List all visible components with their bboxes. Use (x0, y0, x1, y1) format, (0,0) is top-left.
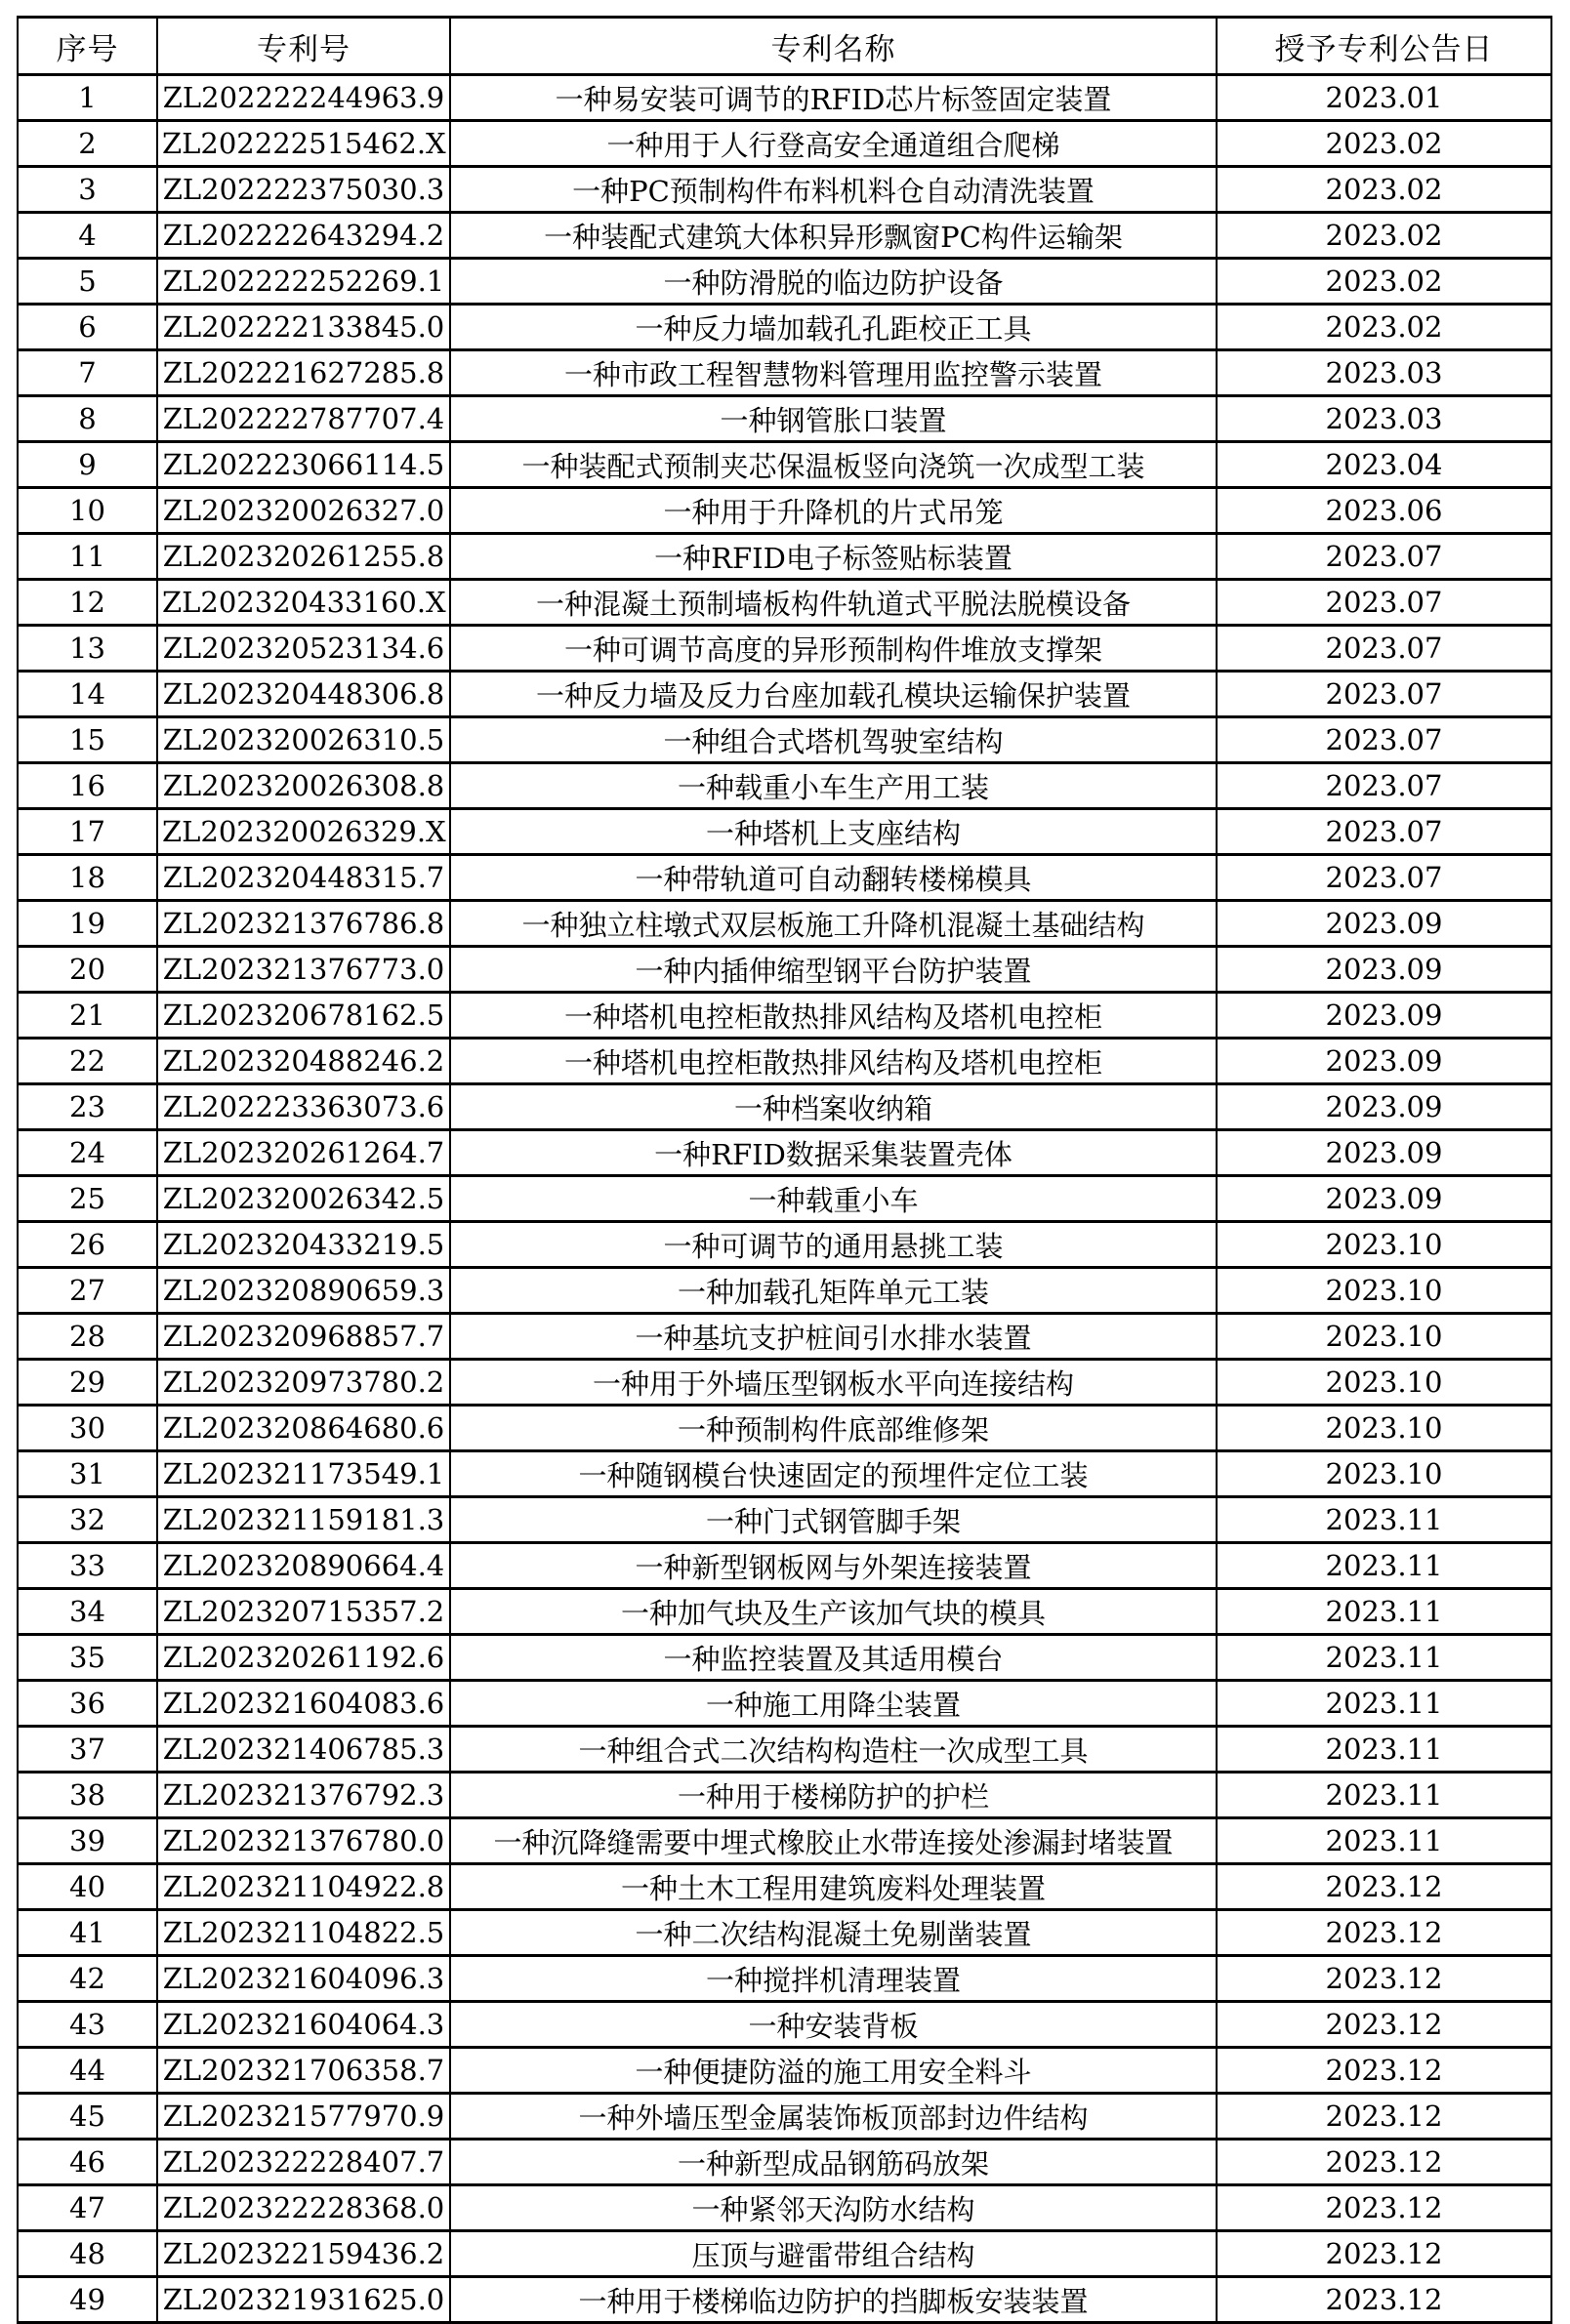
cell-grant-date: 2023.09 (1217, 901, 1551, 947)
table-row (18, 121, 1551, 167)
cell-serial-number: 4 (18, 213, 157, 259)
cell-patent-name: 一种二次结构混凝土免剔凿装置 (450, 1910, 1217, 1956)
table-row (18, 1360, 1551, 1406)
cell-patent-number: ZL202321604083.6 (157, 1681, 450, 1727)
cell-patent-number: ZL202322228407.7 (157, 2140, 450, 2185)
cell-grant-date: 2023.12 (1217, 2048, 1551, 2094)
cell-grant-date: 2023.11 (1217, 1497, 1551, 1543)
table-row (18, 809, 1551, 855)
cell-serial-number: 46 (18, 2140, 157, 2185)
table-row (18, 1497, 1551, 1543)
cell-serial-number: 38 (18, 1773, 157, 1818)
cell-serial-number: 48 (18, 2231, 157, 2277)
cell-patent-number: ZL202222244963.9 (157, 75, 450, 121)
table-row (18, 1681, 1551, 1727)
cell-patent-name: 一种可调节高度的异形预制构件堆放支撑架 (450, 626, 1217, 672)
cell-patent-name: 一种组合式塔机驾驶室结构 (450, 717, 1217, 763)
cell-grant-date: 2023.12 (1217, 1910, 1551, 1956)
cell-patent-number: ZL202222252269.1 (157, 259, 450, 305)
table-row (18, 1589, 1551, 1635)
table-row (18, 2094, 1551, 2140)
table-row (18, 1818, 1551, 1864)
cell-patent-number: ZL202320864680.6 (157, 1406, 450, 1451)
cell-grant-date: 2023.12 (1217, 2185, 1551, 2231)
cell-patent-number: ZL202222643294.2 (157, 213, 450, 259)
cell-patent-number: ZL202223363073.6 (157, 1084, 450, 1130)
cell-grant-date: 2023.02 (1217, 259, 1551, 305)
cell-patent-number: ZL202321376780.0 (157, 1818, 450, 1864)
cell-serial-number: 17 (18, 809, 157, 855)
cell-serial-number: 7 (18, 350, 157, 396)
cell-grant-date: 2023.10 (1217, 1314, 1551, 1360)
cell-patent-number: ZL202321604096.3 (157, 1956, 450, 2002)
table-row (18, 1727, 1551, 1773)
cell-serial-number: 30 (18, 1406, 157, 1451)
table-row (18, 1084, 1551, 1130)
cell-patent-number: ZL202320026327.0 (157, 488, 450, 534)
cell-serial-number: 13 (18, 626, 157, 672)
table-row (18, 1451, 1551, 1497)
table-header (18, 18, 1551, 75)
cell-grant-date: 2023.09 (1217, 1176, 1551, 1222)
cell-grant-date: 2023.12 (1217, 1864, 1551, 1910)
cell-grant-date: 2023.07 (1217, 626, 1551, 672)
cell-patent-number: ZL202322228368.0 (157, 2185, 450, 2231)
cell-patent-name: 一种便捷防溢的施工用安全料斗 (450, 2048, 1217, 2094)
cell-patent-number: ZL202320715357.2 (157, 1589, 450, 1635)
cell-serial-number: 47 (18, 2185, 157, 2231)
cell-patent-number: ZL202320890659.3 (157, 1268, 450, 1314)
cell-serial-number: 28 (18, 1314, 157, 1360)
table-row (18, 626, 1551, 672)
cell-serial-number: 20 (18, 947, 157, 993)
cell-patent-number: ZL202320488246.2 (157, 1039, 450, 1084)
cell-serial-number: 19 (18, 901, 157, 947)
patent-table (17, 16, 1552, 2324)
cell-serial-number: 8 (18, 396, 157, 442)
cell-serial-number: 25 (18, 1176, 157, 1222)
cell-grant-date: 2023.09 (1217, 993, 1551, 1039)
cell-patent-name: 一种外墙压型金属装饰板顶部封边件结构 (450, 2094, 1217, 2140)
cell-grant-date: 2023.02 (1217, 121, 1551, 167)
cell-patent-number: ZL202320890664.4 (157, 1543, 450, 1589)
table-row (18, 717, 1551, 763)
table-row (18, 213, 1551, 259)
cell-patent-name: 一种塔机上支座结构 (450, 809, 1217, 855)
cell-grant-date: 2023.11 (1217, 1773, 1551, 1818)
cell-patent-name: 一种载重小车 (450, 1176, 1217, 1222)
cell-patent-number: ZL202320678162.5 (157, 993, 450, 1039)
cell-grant-date: 2023.02 (1217, 305, 1551, 350)
cell-patent-number: ZL202321376786.8 (157, 901, 450, 947)
cell-patent-name: 一种用于人行登高安全通道组合爬梯 (450, 121, 1217, 167)
table-row (18, 1039, 1551, 1084)
cell-serial-number: 3 (18, 167, 157, 213)
table-row (18, 75, 1551, 121)
table-row (18, 1130, 1551, 1176)
header-patent-name: 专利名称 (450, 18, 1217, 75)
cell-serial-number: 49 (18, 2277, 157, 2323)
cell-grant-date: 2023.07 (1217, 809, 1551, 855)
table-row (18, 1773, 1551, 1818)
cell-patent-number: ZL202321406785.3 (157, 1727, 450, 1773)
cell-patent-name: 一种预制构件底部维修架 (450, 1406, 1217, 1451)
cell-patent-number: ZL202320973780.2 (157, 1360, 450, 1406)
table-row (18, 350, 1551, 396)
cell-patent-number: ZL202320026342.5 (157, 1176, 450, 1222)
cell-serial-number: 43 (18, 2002, 157, 2048)
cell-serial-number: 18 (18, 855, 157, 901)
table-row (18, 1406, 1551, 1451)
table-row (18, 1176, 1551, 1222)
cell-patent-number: ZL202222515462.X (157, 121, 450, 167)
table-row (18, 2048, 1551, 2094)
cell-patent-name: 一种市政工程智慧物料管理用监控警示装置 (450, 350, 1217, 396)
cell-patent-name: 一种用于外墙压型钢板水平向连接结构 (450, 1360, 1217, 1406)
cell-patent-number: ZL202222787707.4 (157, 396, 450, 442)
table-row (18, 1635, 1551, 1681)
cell-serial-number: 39 (18, 1818, 157, 1864)
cell-serial-number: 40 (18, 1864, 157, 1910)
cell-patent-number: ZL202320026308.8 (157, 763, 450, 809)
cell-patent-name: 一种新型钢板网与外架连接装置 (450, 1543, 1217, 1589)
cell-grant-date: 2023.11 (1217, 1681, 1551, 1727)
cell-serial-number: 27 (18, 1268, 157, 1314)
cell-serial-number: 14 (18, 672, 157, 717)
cell-grant-date: 2023.10 (1217, 1268, 1551, 1314)
cell-grant-date: 2023.07 (1217, 580, 1551, 626)
table-row (18, 763, 1551, 809)
table-row (18, 901, 1551, 947)
cell-patent-number: ZL202320448315.7 (157, 855, 450, 901)
cell-patent-name: 一种用于楼梯临边防护的挡脚板安装装置 (450, 2277, 1217, 2323)
cell-serial-number: 37 (18, 1727, 157, 1773)
table-row (18, 1956, 1551, 2002)
table-row (18, 534, 1551, 580)
cell-grant-date: 2023.07 (1217, 672, 1551, 717)
cell-patent-name: 压顶与避雷带组合结构 (450, 2231, 1217, 2277)
cell-patent-number: ZL202320261255.8 (157, 534, 450, 580)
cell-grant-date: 2023.12 (1217, 2140, 1551, 2185)
cell-serial-number: 5 (18, 259, 157, 305)
cell-serial-number: 34 (18, 1589, 157, 1635)
cell-serial-number: 16 (18, 763, 157, 809)
header-serial-number: 序号 (18, 18, 157, 75)
cell-grant-date: 2023.12 (1217, 2094, 1551, 2140)
cell-patent-number: ZL202321159181.3 (157, 1497, 450, 1543)
cell-grant-date: 2023.11 (1217, 1818, 1551, 1864)
cell-patent-number: ZL202321931625.0 (157, 2277, 450, 2323)
table-row (18, 167, 1551, 213)
table-row (18, 488, 1551, 534)
table-row (18, 2140, 1551, 2185)
cell-patent-name: 一种门式钢管脚手架 (450, 1497, 1217, 1543)
header-row (18, 18, 1551, 75)
cell-patent-name: 一种钢管胀口装置 (450, 396, 1217, 442)
cell-grant-date: 2023.10 (1217, 1222, 1551, 1268)
cell-grant-date: 2023.11 (1217, 1543, 1551, 1589)
cell-patent-name: 一种用于升降机的片式吊笼 (450, 488, 1217, 534)
cell-patent-name: 一种加气块及生产该加气块的模具 (450, 1589, 1217, 1635)
cell-grant-date: 2023.12 (1217, 2277, 1551, 2323)
cell-grant-date: 2023.09 (1217, 1039, 1551, 1084)
cell-serial-number: 10 (18, 488, 157, 534)
cell-patent-number: ZL202221627285.8 (157, 350, 450, 396)
cell-serial-number: 11 (18, 534, 157, 580)
table-row (18, 947, 1551, 993)
cell-patent-name: 一种加载孔矩阵单元工装 (450, 1268, 1217, 1314)
cell-patent-number: ZL202321173549.1 (157, 1451, 450, 1497)
cell-serial-number: 22 (18, 1039, 157, 1084)
cell-grant-date: 2023.11 (1217, 1589, 1551, 1635)
cell-patent-name: 一种档案收纳箱 (450, 1084, 1217, 1130)
cell-patent-name: 一种载重小车生产用工装 (450, 763, 1217, 809)
cell-patent-number: ZL202320026329.X (157, 809, 450, 855)
cell-serial-number: 12 (18, 580, 157, 626)
cell-serial-number: 31 (18, 1451, 157, 1497)
cell-patent-number: ZL202321376792.3 (157, 1773, 450, 1818)
table-row (18, 672, 1551, 717)
cell-patent-number: ZL202321577970.9 (157, 2094, 450, 2140)
table-row (18, 2185, 1551, 2231)
cell-serial-number: 9 (18, 442, 157, 488)
cell-serial-number: 29 (18, 1360, 157, 1406)
cell-serial-number: 24 (18, 1130, 157, 1176)
cell-patent-number: ZL202320448306.8 (157, 672, 450, 717)
header-grant-date: 授予专利公告日 (1217, 18, 1551, 75)
cell-patent-name: 一种安装背板 (450, 2002, 1217, 2048)
cell-grant-date: 2023.03 (1217, 350, 1551, 396)
table-row (18, 1543, 1551, 1589)
cell-patent-number: ZL202320026310.5 (157, 717, 450, 763)
cell-patent-name: 一种反力墙及反力台座加载孔模块运输保护装置 (450, 672, 1217, 717)
cell-patent-number: ZL202320261264.7 (157, 1130, 450, 1176)
cell-patent-number: ZL202320523134.6 (157, 626, 450, 672)
table-row (18, 993, 1551, 1039)
cell-patent-number: ZL202320968857.7 (157, 1314, 450, 1360)
table-row (18, 1268, 1551, 1314)
cell-grant-date: 2023.04 (1217, 442, 1551, 488)
cell-patent-name: 一种RFID数据采集装置壳体 (450, 1130, 1217, 1176)
table-row (18, 305, 1551, 350)
cell-patent-name: 一种PC预制构件布料机料仓自动清洗装置 (450, 167, 1217, 213)
cell-patent-number: ZL202321604064.3 (157, 2002, 450, 2048)
cell-patent-name: 一种用于楼梯防护的护栏 (450, 1773, 1217, 1818)
cell-patent-number: ZL202320433219.5 (157, 1222, 450, 1268)
table-row (18, 1314, 1551, 1360)
cell-patent-number: ZL202322159436.2 (157, 2231, 450, 2277)
cell-grant-date: 2023.09 (1217, 1130, 1551, 1176)
cell-patent-number: ZL202320261192.6 (157, 1635, 450, 1681)
cell-grant-date: 2023.07 (1217, 534, 1551, 580)
cell-serial-number: 21 (18, 993, 157, 1039)
cell-grant-date: 2023.03 (1217, 396, 1551, 442)
cell-serial-number: 32 (18, 1497, 157, 1543)
cell-grant-date: 2023.12 (1217, 2231, 1551, 2277)
cell-grant-date: 2023.09 (1217, 947, 1551, 993)
cell-patent-number: ZL202321104922.8 (157, 1864, 450, 1910)
cell-grant-date: 2023.07 (1217, 763, 1551, 809)
cell-patent-number: ZL202321104822.5 (157, 1910, 450, 1956)
cell-grant-date: 2023.11 (1217, 1635, 1551, 1681)
cell-serial-number: 26 (18, 1222, 157, 1268)
cell-serial-number: 15 (18, 717, 157, 763)
table-row (18, 855, 1551, 901)
cell-patent-number: ZL202321706358.7 (157, 2048, 450, 2094)
cell-serial-number: 23 (18, 1084, 157, 1130)
cell-patent-number: ZL202222375030.3 (157, 167, 450, 213)
cell-serial-number: 1 (18, 75, 157, 121)
header-patent-number: 专利号 (157, 18, 450, 75)
table-row (18, 396, 1551, 442)
cell-patent-number: ZL202222133845.0 (157, 305, 450, 350)
table-row (18, 2277, 1551, 2323)
cell-patent-name: 一种施工用降尘装置 (450, 1681, 1217, 1727)
cell-patent-name: 一种沉降缝需要中埋式橡胶止水带连接处渗漏封堵装置 (450, 1818, 1217, 1864)
table-body (18, 75, 1551, 2323)
cell-patent-name: 一种基坑支护桩间引水排水装置 (450, 1314, 1217, 1360)
cell-serial-number: 2 (18, 121, 157, 167)
cell-patent-number: ZL202223066114.5 (157, 442, 450, 488)
cell-patent-name: 一种装配式建筑大体积异形飘窗PC构件运输架 (450, 213, 1217, 259)
cell-patent-name: 一种新型成品钢筋码放架 (450, 2140, 1217, 2185)
cell-grant-date: 2023.09 (1217, 1084, 1551, 1130)
cell-patent-name: 一种混凝土预制墙板构件轨道式平脱法脱模设备 (450, 580, 1217, 626)
cell-patent-name: 一种带轨道可自动翻转楼梯模具 (450, 855, 1217, 901)
table-row (18, 442, 1551, 488)
table-row (18, 1910, 1551, 1956)
cell-serial-number: 41 (18, 1910, 157, 1956)
cell-grant-date: 2023.10 (1217, 1451, 1551, 1497)
cell-grant-date: 2023.10 (1217, 1406, 1551, 1451)
cell-patent-name: 一种组合式二次结构构造柱一次成型工具 (450, 1727, 1217, 1773)
cell-grant-date: 2023.12 (1217, 2002, 1551, 2048)
cell-grant-date: 2023.06 (1217, 488, 1551, 534)
cell-patent-name: 一种监控装置及其适用模台 (450, 1635, 1217, 1681)
cell-patent-name: 一种搅拌机清理装置 (450, 1956, 1217, 2002)
cell-patent-name: 一种防滑脱的临边防护设备 (450, 259, 1217, 305)
cell-patent-name: 一种反力墙加载孔孔距校正工具 (450, 305, 1217, 350)
cell-patent-name: 一种RFID电子标签贴标装置 (450, 534, 1217, 580)
table-row (18, 1222, 1551, 1268)
cell-serial-number: 42 (18, 1956, 157, 2002)
cell-patent-number: ZL202321376773.0 (157, 947, 450, 993)
cell-patent-name: 一种紧邻天沟防水结构 (450, 2185, 1217, 2231)
cell-serial-number: 33 (18, 1543, 157, 1589)
table-row (18, 580, 1551, 626)
table-row (18, 2002, 1551, 2048)
table-row (18, 1864, 1551, 1910)
cell-patent-name: 一种可调节的通用悬挑工装 (450, 1222, 1217, 1268)
cell-patent-name: 一种内插伸缩型钢平台防护装置 (450, 947, 1217, 993)
cell-serial-number: 36 (18, 1681, 157, 1727)
cell-serial-number: 35 (18, 1635, 157, 1681)
cell-grant-date: 2023.11 (1217, 1727, 1551, 1773)
cell-grant-date: 2023.07 (1217, 855, 1551, 901)
cell-patent-name: 一种塔机电控柜散热排风结构及塔机电控柜 (450, 1039, 1217, 1084)
cell-grant-date: 2023.10 (1217, 1360, 1551, 1406)
cell-patent-name: 一种塔机电控柜散热排风结构及塔机电控柜 (450, 993, 1217, 1039)
cell-patent-name: 一种独立柱墩式双层板施工升降机混凝土基础结构 (450, 901, 1217, 947)
cell-serial-number: 6 (18, 305, 157, 350)
cell-patent-name: 一种土木工程用建筑废料处理装置 (450, 1864, 1217, 1910)
cell-grant-date: 2023.01 (1217, 75, 1551, 121)
table-row (18, 259, 1551, 305)
cell-grant-date: 2023.02 (1217, 167, 1551, 213)
cell-grant-date: 2023.02 (1217, 213, 1551, 259)
table-row (18, 2231, 1551, 2277)
cell-patent-name: 一种装配式预制夹芯保温板竖向浇筑一次成型工装 (450, 442, 1217, 488)
cell-grant-date: 2023.12 (1217, 1956, 1551, 2002)
cell-patent-number: ZL202320433160.X (157, 580, 450, 626)
cell-patent-name: 一种易安装可调节的RFID芯片标签固定装置 (450, 75, 1217, 121)
cell-serial-number: 45 (18, 2094, 157, 2140)
cell-patent-name: 一种随钢模台快速固定的预埋件定位工装 (450, 1451, 1217, 1497)
cell-grant-date: 2023.07 (1217, 717, 1551, 763)
cell-serial-number: 44 (18, 2048, 157, 2094)
